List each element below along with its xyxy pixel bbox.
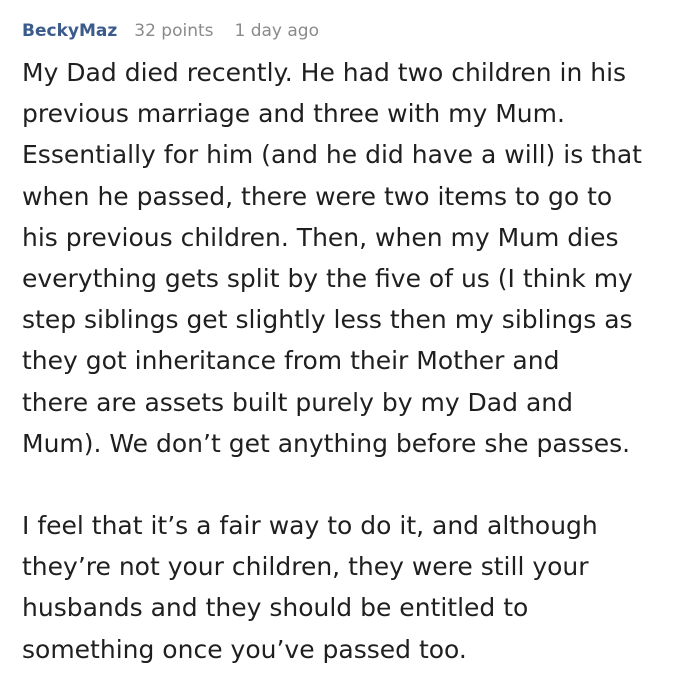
comment-card [22, 18, 692, 670]
comment-line: everything gets split by the five of us (I think my [22, 264, 633, 294]
comment-line: previous marriage and three with my Mum. [22, 99, 565, 129]
comment-line: step siblings get slightly less then my siblings as [22, 305, 633, 335]
comment-line: his previous children. Then, when my Mum dies [22, 222, 619, 252]
comment-body [22, 52, 692, 670]
comment-timestamp: 1 day ago [234, 21, 320, 41]
comment-author-link[interactable]: BeckyMaz [22, 21, 118, 41]
comment-line: Essentially for him (and he did have a will) is that [22, 140, 642, 170]
comment-line: there are assets built purely by my Dad and [22, 387, 573, 417]
comment-paragraph [22, 505, 692, 670]
comment-line: My Dad died recently. He had two children in his [22, 58, 627, 87]
comment-meta [22, 18, 692, 44]
comment-line: husbands and they should be entitled to [22, 593, 529, 623]
comment-points: 32 points [134, 21, 214, 41]
comment-paragraph [22, 52, 692, 464]
comment-line: they’re not your children, they were still your [22, 552, 589, 582]
comment-line: Mum). We don’t get anything before she passes. [22, 428, 631, 458]
comment-line: they got inheritance from their Mother and [22, 346, 560, 376]
comment-line: something once you’ve passed too. [22, 634, 467, 664]
comment-line: I feel that it’s a fair way to do it, and although [22, 511, 598, 541]
comment-line: when he passed, there were two items to go to [22, 181, 613, 211]
